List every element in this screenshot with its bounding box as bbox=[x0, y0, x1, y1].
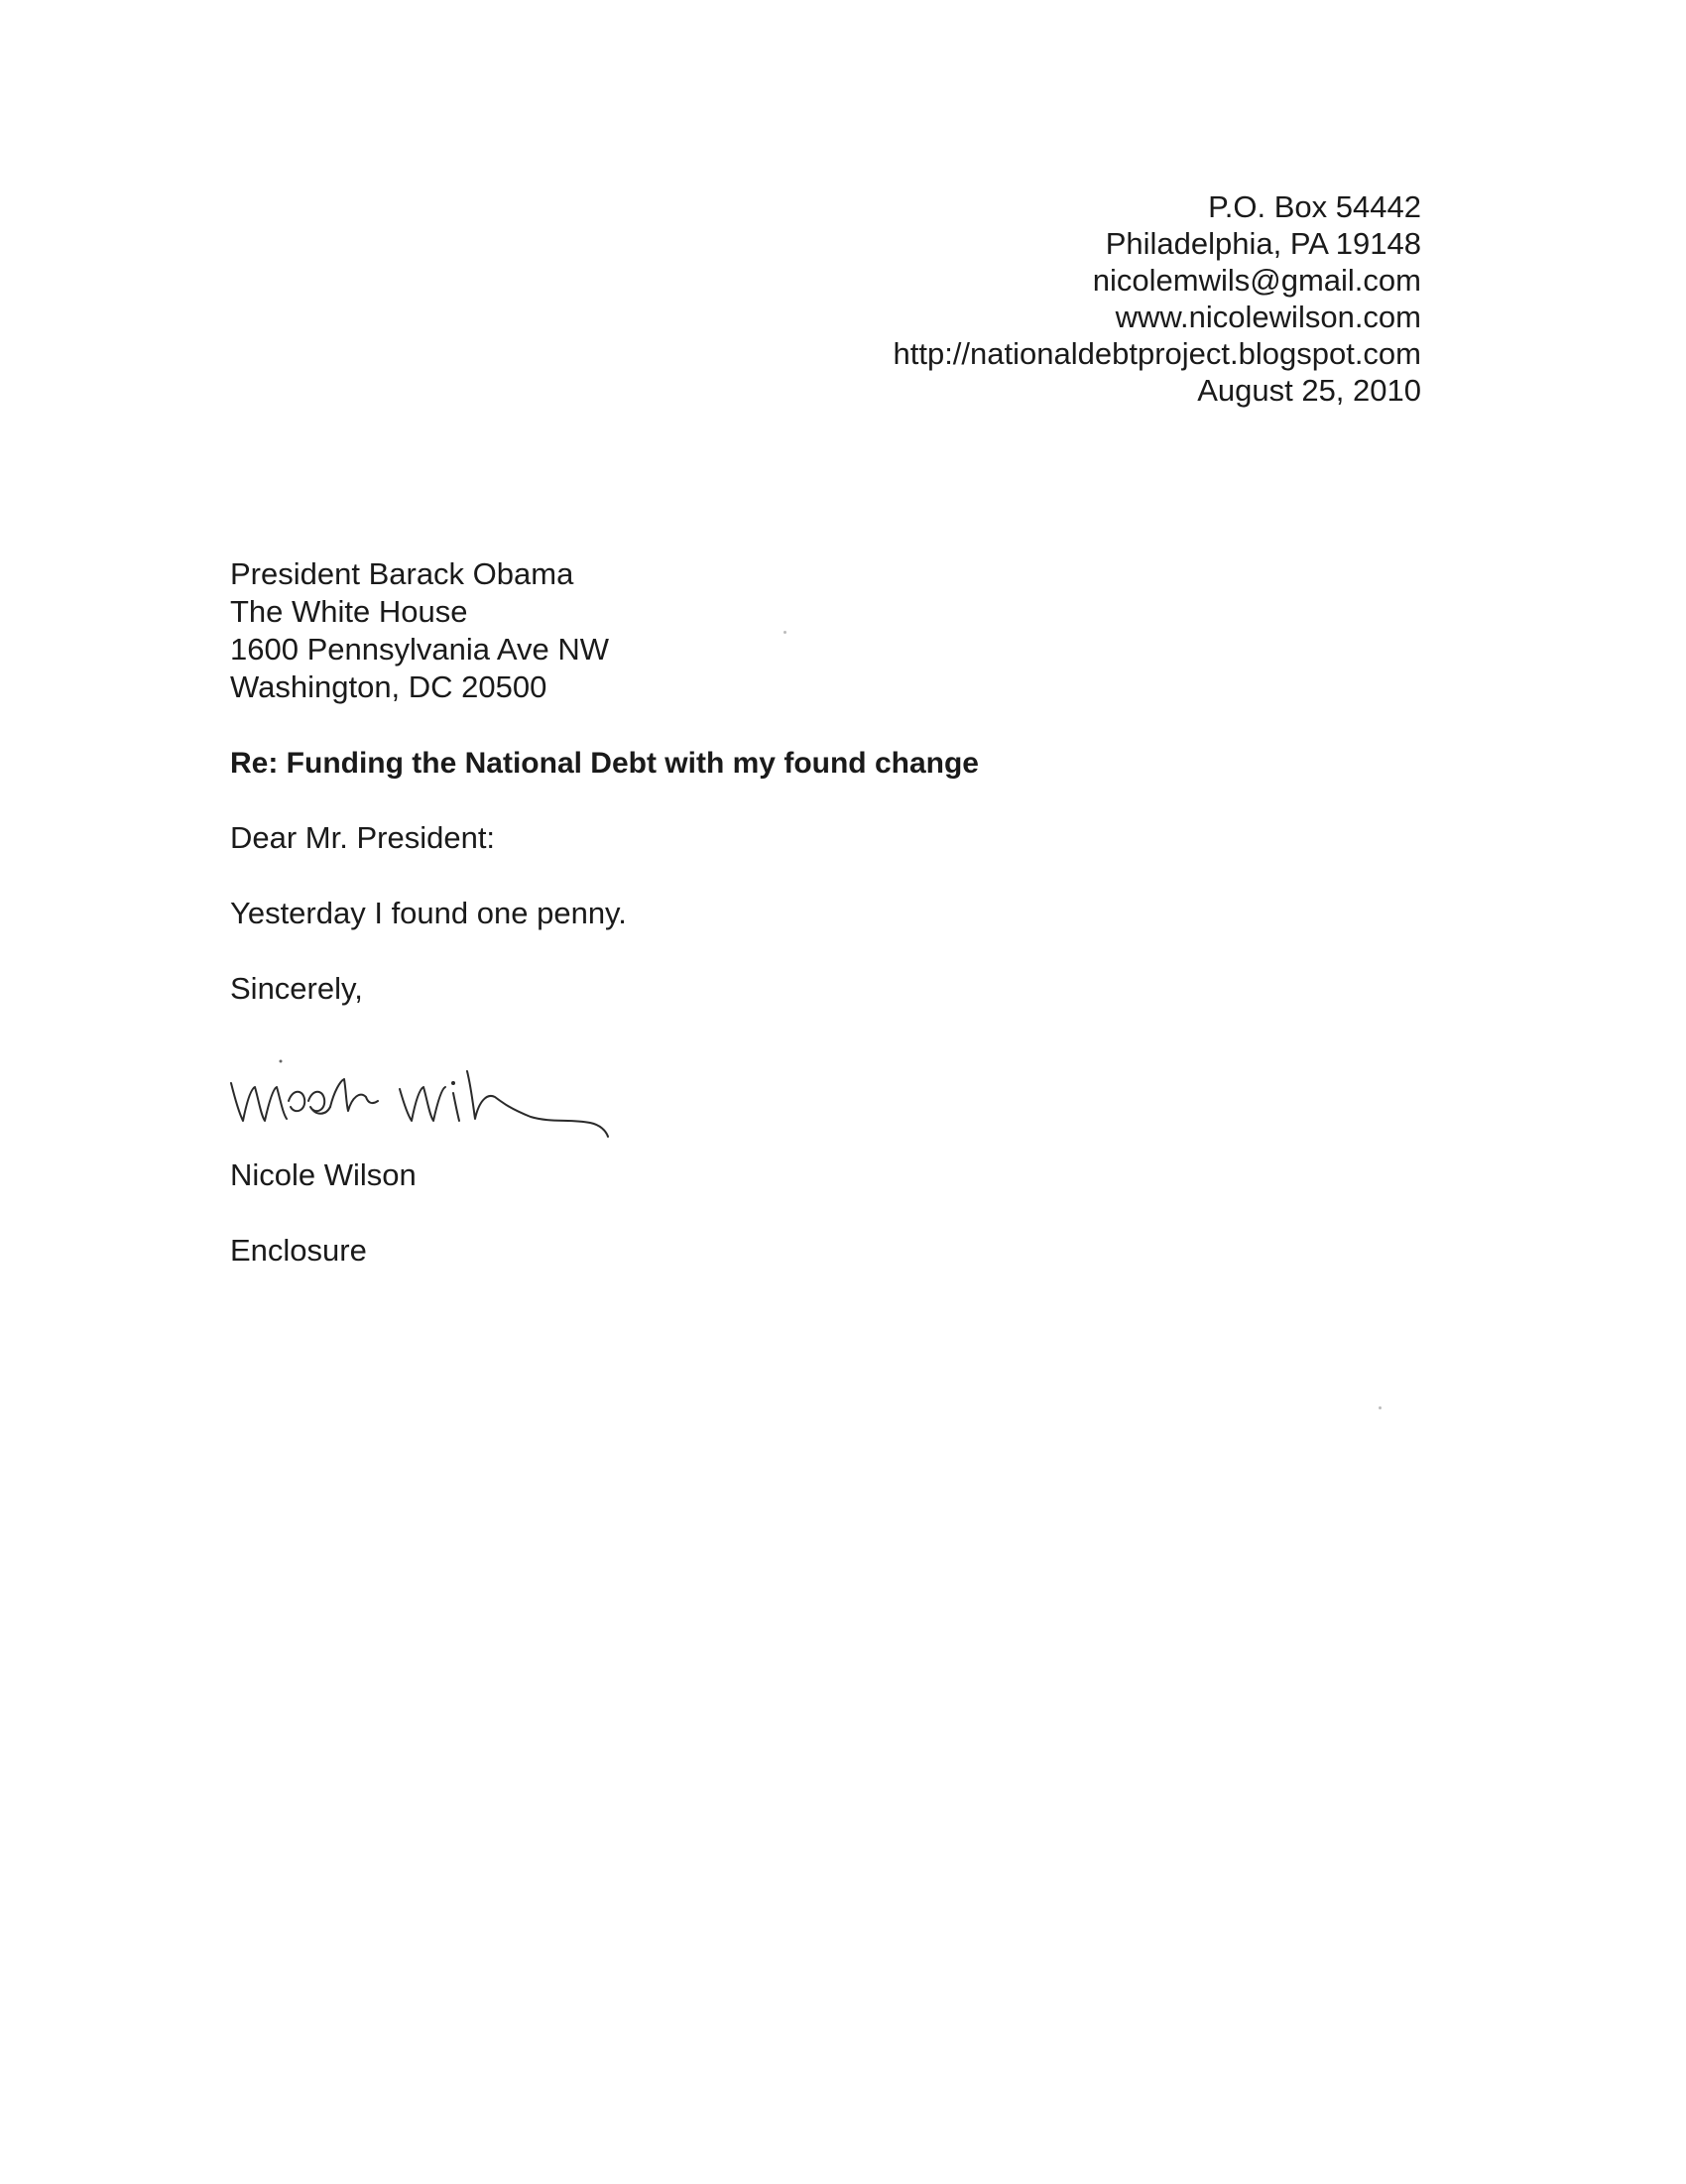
sender-address-block bbox=[893, 188, 1421, 409]
scan-speck bbox=[783, 631, 786, 634]
scan-speck bbox=[1379, 1406, 1382, 1409]
subject-line: Re: Funding the National Debt with my found change bbox=[230, 747, 979, 780]
sender-po-box: P.O. Box 54442 bbox=[1208, 189, 1421, 224]
sender-blog: http://nationaldebtproject.blogspot.com bbox=[893, 336, 1421, 371]
signer-name: Nicole Wilson bbox=[230, 1157, 417, 1192]
recipient-organization: The White House bbox=[230, 594, 468, 629]
recipient-address-block bbox=[230, 555, 609, 706]
sender-city-state-zip: Philadelphia, PA 19148 bbox=[1105, 226, 1421, 261]
enclosure-notation: Enclosure bbox=[230, 1233, 367, 1268]
recipient-name: President Barack Obama bbox=[230, 556, 574, 591]
closing: Sincerely, bbox=[230, 971, 363, 1006]
sender-email: nicolemwils@gmail.com bbox=[1092, 263, 1421, 298]
handwritten-signature bbox=[223, 1031, 719, 1151]
sender-website: www.nicolewilson.com bbox=[1115, 300, 1421, 334]
salutation: Dear Mr. President: bbox=[230, 820, 496, 855]
recipient-street: 1600 Pennsylvania Ave NW bbox=[230, 632, 609, 667]
letter-body: Yesterday I found one penny. bbox=[230, 896, 627, 930]
recipient-city-state-zip: Washington, DC 20500 bbox=[230, 669, 547, 704]
letter-date: August 25, 2010 bbox=[1197, 373, 1421, 408]
